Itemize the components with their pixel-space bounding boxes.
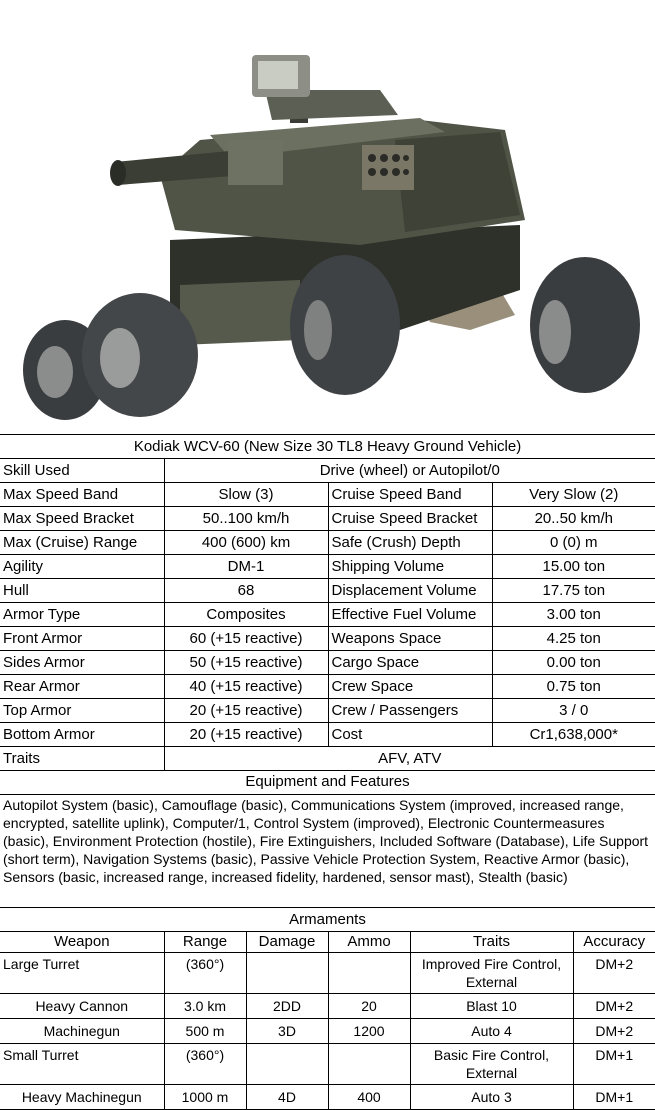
skill-value: Drive (wheel) or Autopilot/0 xyxy=(164,459,655,483)
weapon-ammo: 400 xyxy=(328,1085,410,1110)
title-row xyxy=(0,435,655,459)
spec-label: Displacement Volume xyxy=(328,579,492,603)
spec-label: Weapons Space xyxy=(328,627,492,651)
spec-value: 4.25 ton xyxy=(492,627,655,651)
skill-row xyxy=(0,459,655,483)
weapon-accuracy: DM+1 xyxy=(573,1085,655,1110)
spec-value: 0.00 ton xyxy=(492,651,655,675)
weapon-range: (360°) xyxy=(164,953,246,994)
spec-value: 15.00 ton xyxy=(492,555,655,579)
spec-label: Max (Cruise) Range xyxy=(0,531,164,555)
weapon-row xyxy=(0,1044,655,1085)
spec-label: Crew / Passengers xyxy=(328,699,492,723)
spec-label: Bottom Armor xyxy=(0,723,164,747)
armaments-title: Armaments xyxy=(0,907,655,930)
weapon-ammo xyxy=(328,1044,410,1085)
spec-value: 50 (+15 reactive) xyxy=(164,651,328,675)
spec-label: Cost xyxy=(328,723,492,747)
spec-value: 20..50 km/h xyxy=(492,507,655,531)
weapon-range: 1000 m xyxy=(164,1085,246,1110)
spec-value: 3 / 0 xyxy=(492,699,655,723)
spec-label: Cruise Speed Band xyxy=(328,483,492,507)
spec-row xyxy=(0,627,655,651)
spec-row xyxy=(0,483,655,507)
traits-row xyxy=(0,747,655,771)
weapon-name: Heavy Cannon xyxy=(0,994,164,1019)
weapon-name: Heavy Machinegun xyxy=(0,1085,164,1110)
spec-label: Rear Armor xyxy=(0,675,164,699)
spec-row xyxy=(0,579,655,603)
weapon-row xyxy=(0,994,655,1019)
spec-value: 60 (+15 reactive) xyxy=(164,627,328,651)
weapon-damage: 4D xyxy=(246,1085,328,1110)
spec-label: Agility xyxy=(0,555,164,579)
weapon-traits: Improved Fire Control, External xyxy=(410,953,573,994)
spec-label: Armor Type xyxy=(0,603,164,627)
spec-value: 0.75 ton xyxy=(492,675,655,699)
weapon-range: 500 m xyxy=(164,1019,246,1044)
weapon-ammo: 20 xyxy=(328,994,410,1019)
weapon-range: 3.0 km xyxy=(164,994,246,1019)
spec-label: Effective Fuel Volume xyxy=(328,603,492,627)
weapon-accuracy: DM+2 xyxy=(573,953,655,994)
weapon-traits: Auto 3 xyxy=(410,1085,573,1110)
col-range: Range xyxy=(164,932,246,953)
weapon-damage xyxy=(246,1044,328,1085)
weapon-accuracy: DM+2 xyxy=(573,994,655,1019)
equipment-text: Autopilot System (basic), Camouflage (basic), Communications System (improved, increased range, encrypted, satellite uplink), Computer/1, Control System (improved), Electronic Countermeasures (basic), Environment Protection (hostile), Fire Extinguishers, Included Software (Database), Life Support (short term), Navigation Systems (basic), Passive Vehicle Protection System, Reactive Armor (basic), Sensors (basic, increased range, increased fidelity, hardened, sensor mast), Stealth (basic) xyxy=(3,797,649,885)
spec-label: Crew Space xyxy=(328,675,492,699)
col-damage: Damage xyxy=(246,932,328,953)
weapon-name: Machinegun xyxy=(0,1019,164,1044)
spec-value: 0 (0) m xyxy=(492,531,655,555)
col-ammo: Ammo xyxy=(328,932,410,953)
spec-row xyxy=(0,675,655,699)
weapon-traits: Basic Fire Control, External xyxy=(410,1044,573,1085)
wheel-left xyxy=(82,293,198,417)
spec-label: Shipping Volume xyxy=(328,555,492,579)
spec-row xyxy=(0,555,655,579)
weapon-accuracy: DM+1 xyxy=(573,1044,655,1085)
weapon-row xyxy=(0,1019,655,1044)
spec-value: 68 xyxy=(164,579,328,603)
spec-label: Cargo Space xyxy=(328,651,492,675)
wheel-center xyxy=(290,255,400,395)
vehicle-illustration xyxy=(0,0,655,430)
weapon-damage: 3D xyxy=(246,1019,328,1044)
vehicle-title: Kodiak WCV-60 (New Size 30 TL8 Heavy Ground Vehicle) xyxy=(0,435,655,459)
spec-label: Front Armor xyxy=(0,627,164,651)
spec-row xyxy=(0,699,655,723)
spec-value: 50..100 km/h xyxy=(164,507,328,531)
weapon-ammo xyxy=(328,953,410,994)
spec-value: 20 (+15 reactive) xyxy=(164,699,328,723)
spec-value: Very Slow (2) xyxy=(492,483,655,507)
weapon-damage xyxy=(246,953,328,994)
armaments-header xyxy=(0,932,655,953)
col-accuracy: Accuracy xyxy=(573,932,655,953)
weapon-ammo: 1200 xyxy=(328,1019,410,1044)
col-weapon: Weapon xyxy=(0,932,164,953)
spec-label: Max Speed Band xyxy=(0,483,164,507)
weapon-damage: 2DD xyxy=(246,994,328,1019)
spec-value: 400 (600) km xyxy=(164,531,328,555)
weapon-accuracy: DM+2 xyxy=(573,1019,655,1044)
spec-value: 3.00 ton xyxy=(492,603,655,627)
spec-label: Hull xyxy=(0,579,164,603)
spec-row xyxy=(0,723,655,747)
spec-value: Slow (3) xyxy=(164,483,328,507)
weapon-range: (360°) xyxy=(164,1044,246,1085)
spec-row xyxy=(0,531,655,555)
spec-value: 20 (+15 reactive) xyxy=(164,723,328,747)
spec-value: 40 (+15 reactive) xyxy=(164,675,328,699)
spec-row xyxy=(0,651,655,675)
spec-value: Cr1,638,000* xyxy=(492,723,655,747)
weapon-traits: Auto 4 xyxy=(410,1019,573,1044)
spec-label: Max Speed Bracket xyxy=(0,507,164,531)
spec-value: 17.75 ton xyxy=(492,579,655,603)
traits-value: AFV, ATV xyxy=(164,747,655,771)
weapon-row xyxy=(0,953,655,994)
armaments-table xyxy=(0,931,655,1110)
specs-table xyxy=(0,434,655,771)
equipment-title: Equipment and Features xyxy=(0,770,655,795)
spec-value: Composites xyxy=(164,603,328,627)
weapon-name: Large Turret xyxy=(0,953,164,994)
traits-label: Traits xyxy=(0,747,164,771)
weapon-traits: Blast 10 xyxy=(410,994,573,1019)
spec-label: Safe (Crush) Depth xyxy=(328,531,492,555)
spec-row xyxy=(0,603,655,627)
spec-label: Top Armor xyxy=(0,699,164,723)
skill-label: Skill Used xyxy=(0,459,164,483)
spec-label: Sides Armor xyxy=(0,651,164,675)
spec-row xyxy=(0,507,655,531)
weapon-name: Small Turret xyxy=(0,1044,164,1085)
wheel-right xyxy=(530,257,640,393)
col-traits: Traits xyxy=(410,932,573,953)
spec-value: DM-1 xyxy=(164,555,328,579)
spec-label: Cruise Speed Bracket xyxy=(328,507,492,531)
